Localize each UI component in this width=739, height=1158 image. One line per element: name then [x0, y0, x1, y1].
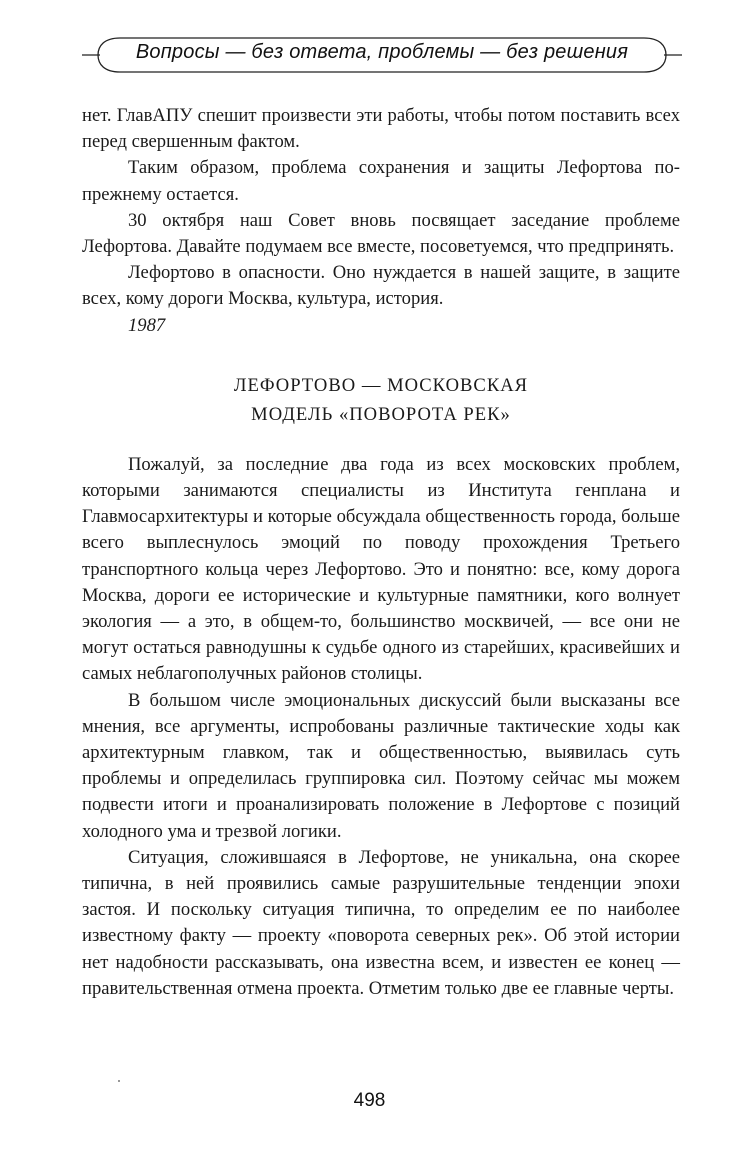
running-header-title: Вопросы — без ответа, проблемы — без решения: [135, 41, 629, 63]
page-content: [82, 103, 680, 1002]
paragraph: Лефортово в опасности. Оно нуждается в нашей защите, в защите всех, кому дороги Москва, культура, история.: [82, 262, 680, 310]
section-title-line: ЛЕФОРТОВО — МОСКОВСКАЯ: [233, 374, 529, 396]
section-title: [82, 371, 680, 429]
paragraph: 30 октября наш Совет вновь посвящает заседание проблеме Лефортова. Давайте подумаем все вместе, посоветуемся, что предпринять.: [82, 209, 680, 258]
section-title-line: МОДЕЛЬ «ПОВОРОТА РЕК»: [251, 403, 511, 425]
running-header: [82, 32, 682, 78]
paragraph: Таким образом, проблема сохранения и защиты Лефортова по-прежнему остается.: [82, 157, 680, 205]
print-speck: [118, 1080, 120, 1082]
page-number: 498: [353, 1090, 386, 1111]
paragraph: В большом числе эмоциональных дискуссий были высказаны все мнения, все аргументы, испробованы различные тактические ходы как архитектурным главком, так и общественностью, выявилась суть проблемы и определилась группировка сил. Поэтому сейчас мы можем подвести итоги и проанализировать положение в Лефортове с позиций холодного ума и трезвой логики.: [82, 689, 680, 842]
paragraph: Ситуация, сложившаяся в Лефортове, не уникальна, она скорее типична, в ней проявились самые разрушительные тенденции эпохи застоя. И поскольку ситуация типична, то определим ее по наиболее известному факту — проекту «поворота северных рек». Об этой истории нет надобности рассказывать, она известна всем, и известен ее конец — правительственная отмена проекта. Отметим только две ее главные черты.: [82, 846, 680, 999]
article-year: 1987: [128, 314, 166, 336]
paragraph: Пожалуй, за последние два года из всех московских проблем, которыми занимаются специалисты из Института генплана и Главмосархитектуры и которые обсуждала общественность города, больше всего выплеснулось эмоций по поводу прохождения Третьего транспортного кольца через Лефортово. Это и понятно: все, кому дорога Москва, дороги ее исторические и культурные памятники, кого волнует экология — а это, в общем-то, большинство москвичей, — все они не могут остаться равнодушны к судьбе одного из старейших, красивейших и самых неблагополучных районов столицы.: [82, 453, 680, 685]
paragraph: нет. ГлавАПУ спешит произвести эти работы, чтобы потом поставить всех перед свершенным фактом.: [82, 105, 680, 153]
